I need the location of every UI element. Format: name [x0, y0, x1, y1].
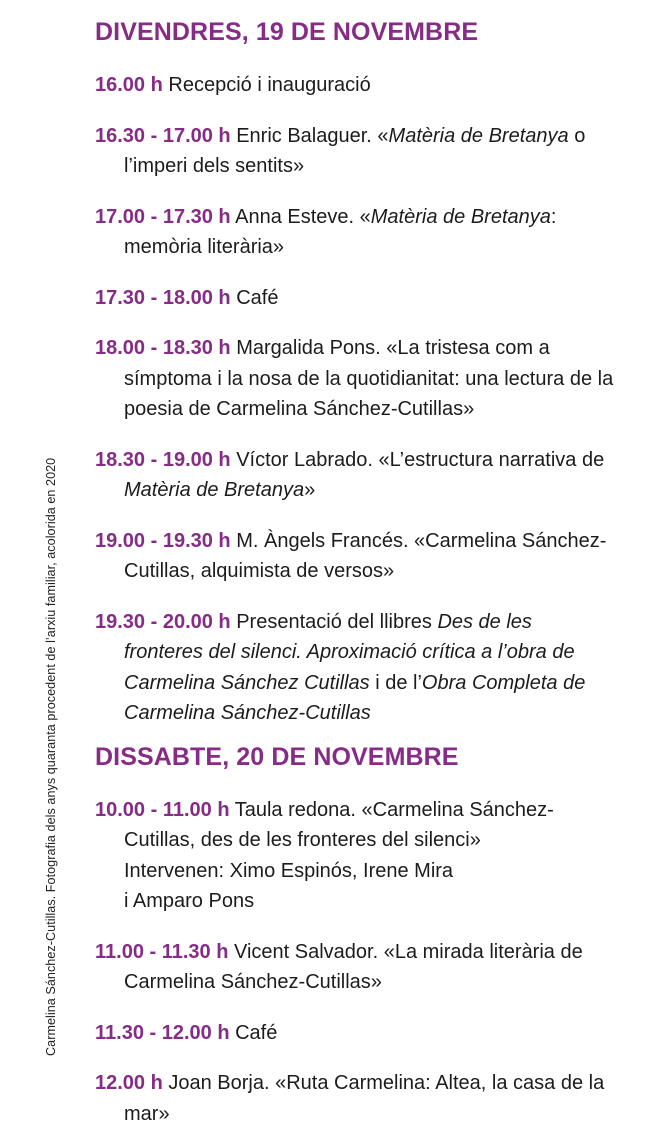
schedule-entry: [95, 70, 615, 101]
entry-text: Víctor Labrado. «L’estructura narrativa de: [230, 448, 605, 471]
day-heading-saturday: DISSABTE, 20 DE NOVEMBRE: [95, 742, 459, 771]
schedule-entry: [95, 1068, 615, 1129]
entry-text: Margalida Pons. «La tristesa com a símptoma i la nosa de la quotidianitat: una lectura de la poesia de Carmelina Sánchez-Cutillas»: [124, 337, 614, 420]
schedule-list-friday: [95, 70, 615, 729]
entry-time: 17.30 - 18.00 h: [95, 286, 231, 309]
schedule-entry: [95, 607, 615, 729]
entry-text: Intervenen: Ximo Espinós, Irene Mira: [124, 859, 454, 882]
entry-text: i de l’: [369, 671, 422, 694]
schedule-entry: [95, 445, 615, 506]
entry-time: 11.00 - 11.30 h: [95, 940, 229, 963]
schedule-entry: [95, 283, 615, 314]
entry-time: 16.00 h: [95, 74, 163, 96]
entry-text: Joan Borja. «Ruta Carmelina: Altea, la casa de la mar»: [124, 1072, 605, 1125]
entry-text: M. Àngels Francés. «Carmelina Sánchez-Cutillas, alquimista de versos»: [124, 529, 607, 582]
schedule-entry: [95, 333, 615, 425]
entry-text: : memòria literària»: [124, 205, 557, 258]
entry-text: Café: [230, 286, 279, 309]
entry-text: Recepció i inauguració: [162, 74, 371, 96]
entry-time: 18.30 - 19.00 h: [95, 448, 231, 471]
schedule-entry: [95, 202, 615, 263]
entry-text: »: [304, 479, 316, 501]
entry-time: 16.30 - 17.00 h: [95, 124, 231, 147]
entry-time: 12.00 h: [95, 1072, 163, 1094]
entry-time: 19.30 - 20.00 h: [95, 610, 231, 633]
schedule-entry: [95, 1018, 615, 1049]
entry-title-italic: Matèria de Bretanya: [370, 205, 551, 228]
entry-text: Enric Balaguer. «: [230, 124, 389, 147]
entry-text: Vicent Salvador. «La mirada literària de Carmelina Sánchez-Cutillas»: [124, 940, 583, 993]
photo-caption: Carmelina Sánchez-Cutillas. Fotografia dels anys quaranta procedent de l’arxiu familiar, acolorida en 2020: [44, 457, 58, 1056]
schedule-list-saturday: [95, 795, 615, 1130]
entry-title-italic: Obra Completa de Carmelina Sánchez-Cutillas: [124, 671, 586, 724]
entry-text: Anna Esteve. «: [230, 205, 371, 228]
entry-time: 19.00 - 19.30 h: [95, 529, 231, 552]
entry-title-italic: Des de les fronteres del silenci. Aproximació crítica a l’obra de Carmelina Sánchez Cutillas: [124, 610, 575, 694]
programme: [95, 14, 615, 1133]
entry-time: 18.00 - 18.30 h: [95, 337, 231, 359]
entry-text: i Amparo Pons: [124, 890, 255, 912]
entry-time: 10.00 - 11.00 h: [95, 798, 230, 821]
schedule-entry: [95, 121, 615, 182]
schedule-entry: [95, 937, 615, 998]
entry-time: 17.00 - 17.30 h: [95, 205, 231, 228]
entry-time: 11.30 - 12.00 h: [95, 1021, 230, 1044]
schedule-entry: [95, 795, 615, 917]
entry-title-italic: Matèria de Bretanya: [124, 479, 305, 501]
entry-text: Café: [229, 1021, 278, 1044]
entry-title-italic: Matèria de Bretanya: [388, 124, 569, 147]
entry-text: Taula redona. «Carmelina Sánchez-Cutillas, des de les fronteres del silenci»: [124, 798, 554, 851]
day-heading-friday: DIVENDRES, 19 DE NOVEMBRE: [95, 18, 479, 46]
entry-text: o l’imperi dels sentits»: [124, 124, 586, 177]
schedule-entry: [95, 526, 615, 587]
entry-text: Presentació del llibres: [230, 610, 438, 633]
